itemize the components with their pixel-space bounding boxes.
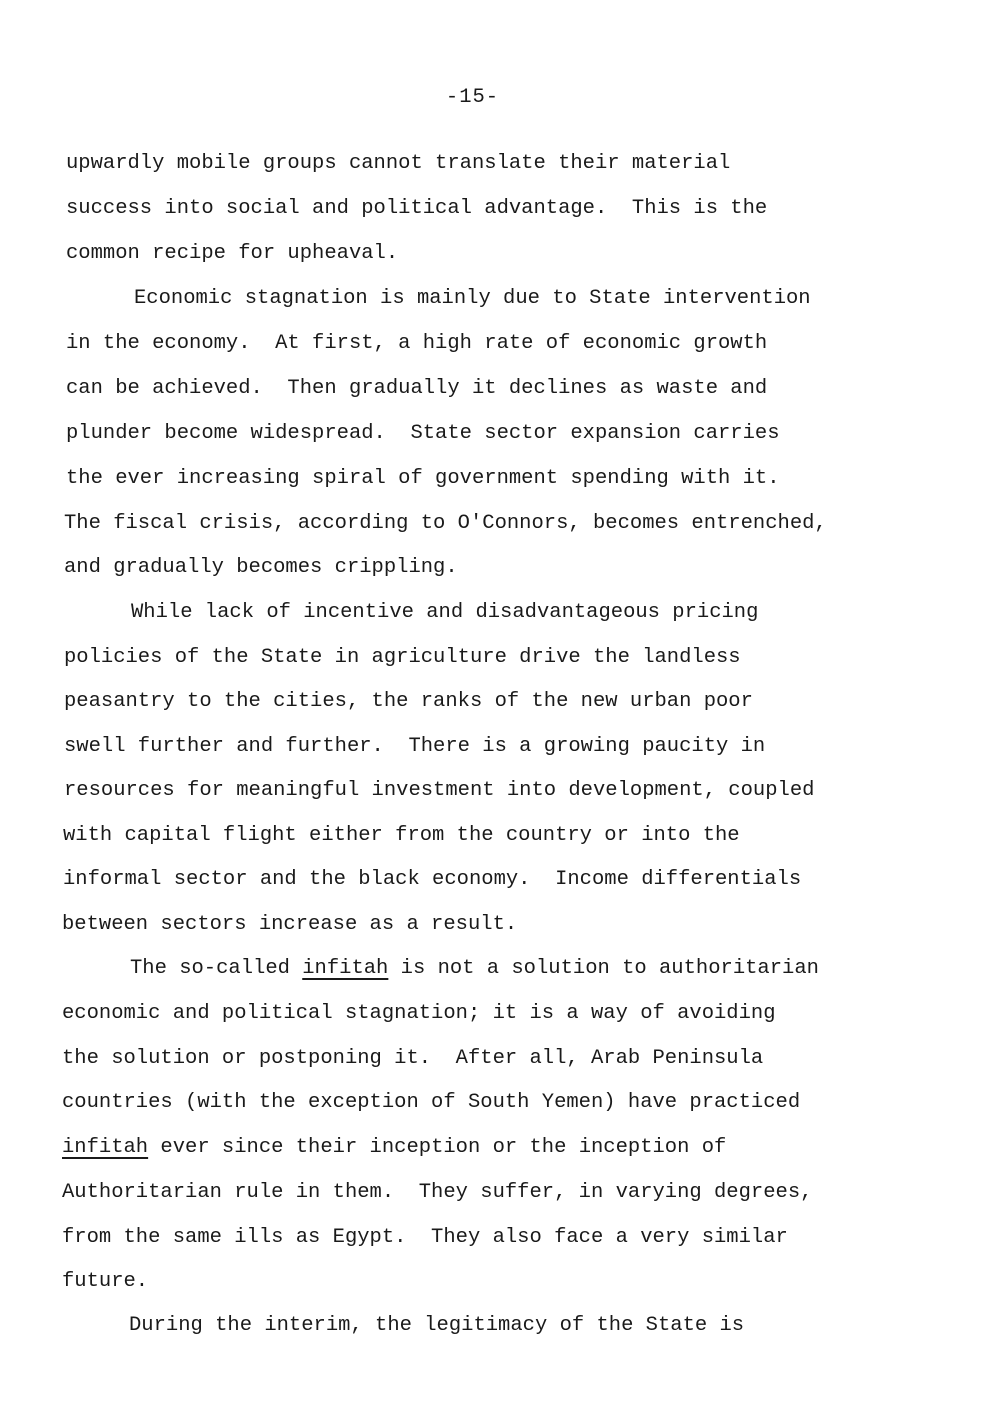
text-line: future. — [62, 1270, 149, 1293]
page-number: -15- — [445, 86, 500, 109]
text-line: policies of the State in agriculture drive the landless — [64, 646, 741, 669]
text-line — [130, 956, 819, 982]
text-line: resources for meaningful investment into development, coupled — [64, 779, 815, 802]
text-line: Authoritarian rule in them. They suffer, in varying degrees, — [62, 1181, 813, 1204]
text-line: During the interim, the legitimacy of the State is — [129, 1314, 745, 1337]
text-line: can be achieved. Then gradually it declines as waste and — [66, 377, 768, 400]
text-line — [62, 1135, 726, 1161]
text-line: upwardly mobile groups cannot translate their material — [66, 152, 731, 175]
text-line: and gradually becomes crippling. — [64, 556, 458, 579]
underlined-term: infitah — [302, 957, 389, 980]
text-line: common recipe for upheaval. — [66, 242, 399, 265]
text-line: from the same ills as Egypt. They also face a very similar — [62, 1226, 788, 1249]
text-line: informal sector and the black economy. Income differentials — [63, 868, 802, 891]
text-line: countries (with the exception of South Yemen) have practiced — [62, 1091, 801, 1114]
text-line: in the economy. At first, a high rate of economic growth — [66, 332, 768, 355]
text-segment: ever since their inception or the inception of — [148, 1136, 727, 1159]
text-line: between sectors increase as a result. — [62, 913, 518, 936]
text-line: Economic stagnation is mainly due to State intervention — [134, 287, 811, 310]
text-line: success into social and political advantage. This is the — [66, 197, 768, 220]
text-line: the solution or postponing it. After all, Arab Peninsula — [62, 1047, 764, 1070]
text-line: While lack of incentive and disadvantageous pricing — [131, 601, 759, 624]
text-line: The fiscal crisis, according to O'Connors, becomes entrenched, — [64, 512, 827, 535]
underlined-term: infitah — [62, 1136, 149, 1159]
text-segment: The so-called — [130, 957, 303, 980]
text-line: with capital flight either from the country or into the — [63, 824, 740, 847]
text-line: peasantry to the cities, the ranks of the new urban poor — [64, 690, 753, 713]
text-line: plunder become widespread. State sector expansion carries — [66, 422, 780, 445]
text-segment: is not a solution to authoritarian — [388, 957, 819, 980]
text-line: the ever increasing spiral of government spending with it. — [66, 467, 780, 490]
text-line: swell further and further. There is a growing paucity in — [64, 735, 766, 758]
text-line: economic and political stagnation; it is a way of avoiding — [62, 1002, 776, 1025]
